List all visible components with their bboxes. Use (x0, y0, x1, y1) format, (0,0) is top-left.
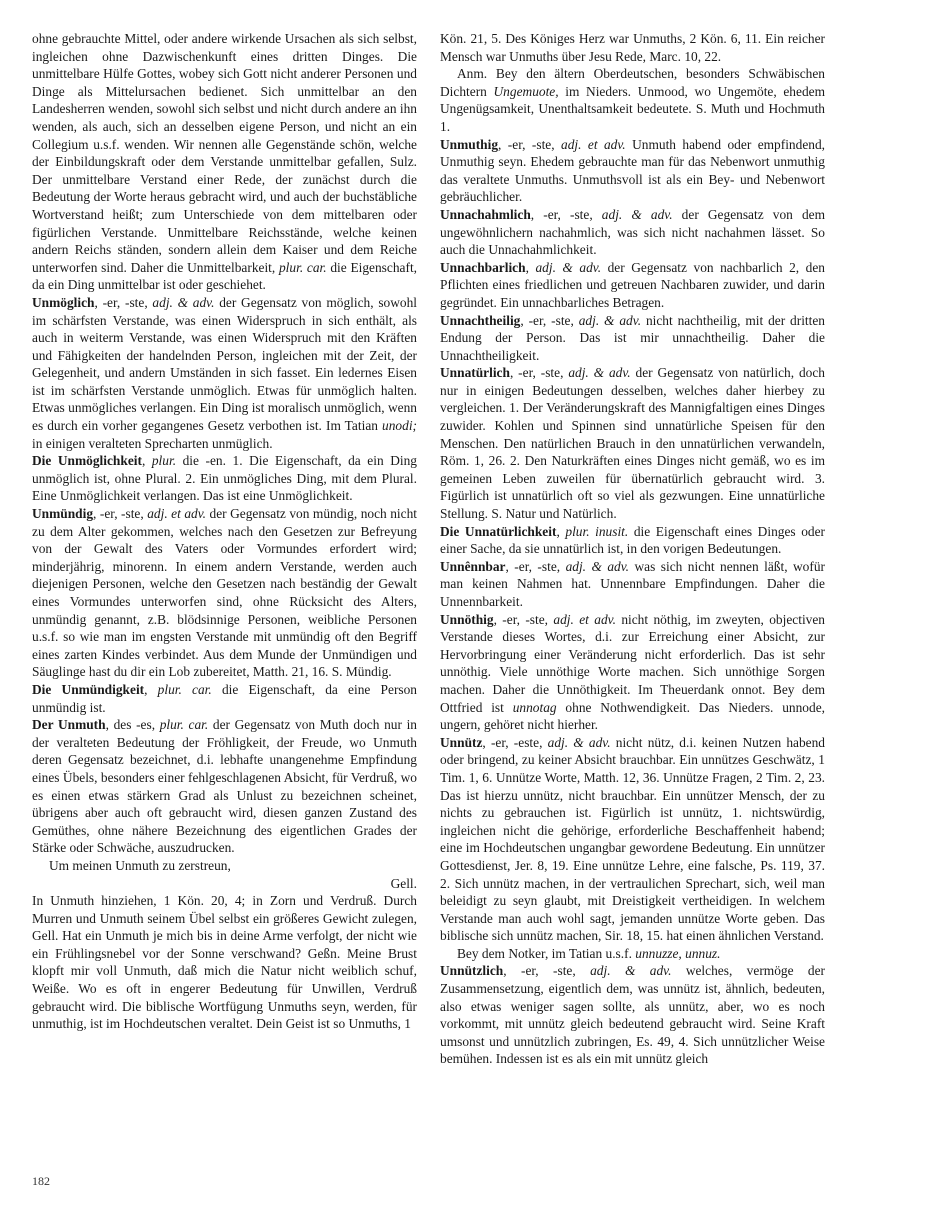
headword: Unnachtheilig (440, 312, 521, 328)
headword: Unnachbarlich (440, 259, 526, 275)
entry-text: In Unmuth hinziehen, 1 Kön. 20, 4; in Zorn und Verdruß. Durch Murren und Unmuth seinem Übel selbst ein größeres Gewicht zulegen, Gell. Hat ein Unmuth je mich bis in deine Arme verfolgt, der nicht wie ein Frühlingsnebel vor der Sonne verschwand? Geßn. Meine Brust klopft mir voll Unmuth, daß mich die Natur nicht weiblich schuf, Weiße. Wo es oft in engerer Bedeutung für Unwillen, Verdruß gebraucht wird. Die biblische Wortfügung Unmuths seyn, werden, für unmuthig, ist im Hochdeutschen veraltet. Dein Geist ist so Unmuths, 1 (32, 893, 417, 1032)
entry-text: , (141, 453, 152, 469)
entry-text: , -er, -ste, (530, 206, 602, 222)
page-number: 182 (32, 1174, 50, 1188)
grammar-label: plur. inusit. (565, 523, 629, 539)
grammar-label: adj. & adv. (568, 365, 631, 381)
entry-text: , -er, -ste, (498, 136, 562, 152)
entry-text: , -er, -ste, (520, 312, 579, 328)
left-paragraph (32, 892, 417, 1033)
grammar-label: plur. car. (278, 259, 327, 275)
headword: Unnützlich (440, 963, 504, 979)
headword: Der Unmuth (32, 717, 106, 733)
left-paragraph (32, 505, 417, 681)
entry-text: nicht nütz, d.i. keinen Nutzen habend oder bringend, zu keiner Absicht brauchbar. Ein unnützes Geschwätz, 1 Tim. 1, 6. Unnütze Worte, Matth. 12, 36. Unnütze Fragen, 2 Tim. 2, 23. Das ist hierzu unnütz, nicht brauchbar. Ein unnützer Mensch, der zu nichts zu gebrauchen ist. Figürlich ist unnütz, 1. nichtswürdig, ingleichen nicht die gehörige, erforderliche Beschaffenheit habend; eine im Hochdeutschen ungangbar gewordene Bedeutung. Ein unnützer Gottesdienst, Jer. 8, 19. Eine unnütze Lehre, eine falsche, Ps. 119, 37. 2. Sich unnütz machen, in der vertraulichen Sprechart, sich, weil man beleidigt zu seyn glaubt, mit Dreistigkeit vertheidigen. In welchem Verstande man auch wohl sagt, jemanden unnütze Worte geben. Das biblische sich unnütz machen, Sir. 18, 15. hat einen ähnlichen Verstand. (440, 734, 825, 944)
headword: Unmündig (32, 506, 94, 522)
left-paragraph (32, 875, 417, 893)
grammar-label: adj. & adv. (535, 259, 602, 275)
left-paragraph (32, 857, 417, 875)
right-column (440, 30, 825, 1068)
left-paragraph (32, 681, 417, 716)
entry-text: ohne gebrauchte Mittel, oder andere wirkende Ursachen als sich selbst, ingleichen ohne Dazwischenkunft eines dritten Dinges. Die unmittelbare Hülfe Gottes, wobey sich Gott nicht anderer Personen und Dinge als Mittelursachen bedienet. Sich unmittelbar an den Landesherren wenden, sowohl sich selbst und nicht durch andere an ihn wenden, als auch, sich an desselben eigene Person, und nicht an ein Collegium u.s.f. wenden. Wir nennen alle Gegenstände schön, welche der Einbildungskraft oder dem Verstande unmittelbar gefallen, Sulz. Der unmittelbare Verstand einer Rede, der zunächst durch die Bedeutung der Worte heraus gebracht wird, und auch der buchstäbliche Wortverstand heißt; zum Unterschiede von dem mittelbaren oder figürlichen Verstande. Unmittelbare Reichsstände, welche keinen andern Reichs ständen, sondern allein dem Kaiser und dem Reiche unterworfen sind. Daher die Unmittelbarkeit, (32, 31, 417, 275)
entry-text: die Eigenschaft eines Dinges oder einer Sache, da sie unnatürlich ist, in den vorigen Bedeutungen. (440, 523, 825, 557)
right-paragraph (440, 945, 825, 963)
headword: Unnütz (440, 734, 483, 750)
entry-text: im Nieders. Unmood, wo Ungemöte, ehedem Ungenügsamkeit, Unenthaltsamkeit bedeutete. S. Muth und Hochmuth 1. (440, 83, 825, 134)
entry-text: in einigen veralteten Sprecharten unmüglich. (32, 435, 273, 451)
entry-text: nicht nachtheilig, mit der dritten Endung der Person. Das ist mir unnachtheilig. Daher die Unnachtheiligkeit. (440, 312, 826, 363)
grammar-label: adj. et adv. (147, 506, 207, 522)
grammar-label: unnuzze, unnuz. (635, 945, 721, 961)
grammar-label: adj. & adv. (547, 734, 611, 750)
entry-text: der Gegensatz von Muth doch nur in der veralteten Bedeutung der Fröhligkeit, der Freude, wo Unmuth deren Gegensatz bezeichnet, d.i. lebhafte unangenehme Empfindung eines Übels, besonders einer fehlgeschlagenen Absicht, für Verdruß, wo es einen etwas stärkern Grad als Unlust zu bezeichnen scheinet, übrigens aber auch oft gebraucht wird, diesen ganzen Zustand des Gemüthes, ohne nähere Bezeichnung des eigentlichen Grades der Stärke oder Schwäche, auszudrucken. (32, 717, 417, 856)
entry-text: , -er, -ste, (509, 365, 569, 381)
right-paragraph (440, 259, 825, 312)
headword: Unmöglich (32, 294, 95, 310)
entry-text: Um meinen Unmuth zu zerstreun, (49, 857, 231, 873)
entry-text: der Gegensatz von mündig, noch nicht zu dem Alter gekommen, welches nach den Gesetzen zur Befreyung von der Gewalt des Vaters oder Vormundes erfordert wird; minderjährig, minorenn. In einem andern Verstande, werden auch diejenigen Personen, welche den Gesetzen nach beständig der Gewalt eines Vormundes unterworfen sind, ohne Rücksicht des Alters, unmündig genannt, z.B. blödsinnige Personen, weibliche Personen u.s.f. so wie man im engsten Verstande mit unmündig oft den Begriff eines zarten Kindes verbindet. Aus dem Munde der Unmündigen und Säuglinge hast du dir ein Lob zubereitet, Matth. 21, 16. S. Mündig. (32, 506, 417, 680)
entry-text: , (144, 681, 158, 697)
entry-text: , -er, -ste, (505, 558, 566, 574)
right-paragraph (440, 65, 825, 135)
headword: Unnatürlich (440, 365, 510, 381)
left-paragraph (32, 30, 417, 294)
grammar-label: adj. & adv. (565, 558, 630, 574)
entry-text: , -er, -ste, (493, 611, 554, 627)
entry-text: , -er, -ste, (503, 963, 591, 979)
right-paragraph (440, 611, 825, 734)
headword: Unnênnbar (440, 558, 506, 574)
left-paragraph (32, 294, 417, 452)
entry-text: , -er, -este, (482, 734, 548, 750)
entry-text: Anm. Bey den ältern Oberdeutschen, besonders Schwäbischen Dichtern (440, 66, 825, 99)
grammar-label: adj. & adv. (601, 206, 673, 222)
entry-text: , -er, -ste, (94, 294, 153, 310)
headword: Die Unmündigkeit (32, 681, 145, 697)
headword: Unnöthig (440, 611, 494, 627)
right-paragraph (440, 734, 825, 945)
entry-text: , -er, -ste, (93, 506, 148, 522)
entry-text: ohne Nothwendigkeit. Das Nieders. unnode, ungern, gehöret nicht hierher. (440, 699, 825, 733)
right-paragraph (440, 523, 825, 558)
grammar-label: adj. et adv. (553, 611, 616, 627)
grammar-label: adj. & adv. (152, 294, 215, 310)
left-column (32, 30, 417, 1033)
entry-text: der Gegensatz von natürlich, doch nur in einigen Bedeutungen desselben, welches daher hierbey zu vergleichen. 1. Der Veränderungskraft des Mannigfaltigen eines Dinges zuwider. Kohlen und Spinnen sind unnatürliche Speisen für den Menschen. Den natürlichen Brauch in den unnatürlichen verwandeln, Röm. 1, 26. 2. Den Naturkräften eines Dinges nicht gemäß, wo es im gemeinen Leben zuweilen für übernatürlich gebraucht wird. 3. Figürlich ist unnatürlich oft so viel als gezwungen. Eine unnatürliche Stellung. S. Natur und Natürlich. (440, 365, 825, 522)
entry-text: Gell. (390, 875, 417, 891)
entry-text: , des -es, (105, 717, 160, 733)
left-paragraph (32, 716, 417, 857)
right-paragraph (440, 30, 825, 65)
right-paragraph (440, 206, 825, 259)
grammar-label: Ungemuote, (493, 83, 559, 99)
grammar-label: adj. & adv. (590, 963, 672, 979)
grammar-label: unodi; (382, 418, 417, 434)
grammar-label: unnotag (512, 699, 557, 715)
entry-text: die Eigenschaft, da ein Ding unmittelbar ist oder geschiehet. (32, 259, 418, 293)
grammar-label: adj. & adv. (578, 312, 642, 328)
entry-text: der Gegensatz von nachbarlich 2, den Pflichten eines friedlichen und getreuen Nachbaren zuwider, und darin gegründet. Ein unnachbarliches Betragen. (440, 259, 825, 310)
grammar-label: plur. car. (159, 717, 209, 733)
right-paragraph (440, 558, 825, 611)
headword: Unmuthig (440, 136, 499, 152)
headword: Die Unmöglichkeit (32, 453, 142, 469)
grammar-label: plur. (151, 453, 177, 469)
right-paragraph (440, 136, 825, 206)
left-paragraph (32, 452, 417, 505)
right-paragraph (440, 364, 825, 522)
entry-text: Bey dem Notker, im Tatian u.s.f. (457, 945, 636, 961)
entry-text: , (556, 523, 566, 539)
entry-text: die Eigenschaft, da eine Person unmündig ist. (32, 681, 417, 715)
entry-text: was sich nicht nennen läßt, wofür man keinen Nahmen hat. Unnennbare Empfindungen. Daher die Unnennbarkeit. (440, 558, 825, 609)
entry-text: der Gegensatz von dem ungewöhnlichern nachahmlich, was sich nicht nachahmen lässet. So auch die Unnachahmlichkeit. (440, 206, 825, 258)
grammar-label: adj. et adv. (561, 136, 626, 152)
headword: Unnachahmlich (440, 206, 531, 222)
right-paragraph (440, 312, 825, 365)
headword: Die Unnatürlichkeit (440, 523, 557, 539)
entry-text: Unmuth habend oder empfindend, Unmuthig seyn. Ehedem gebrauchte man für das Nebenwort unmuthig das veraltete Unmuths. Unmuthsvoll ist als ein Bey- und Nebenwort gebräuchlicher. (440, 136, 826, 205)
entry-text: die -en. 1. Die Eigenschaft, da ein Ding unmöglich ist, ohne Plural. 2. Ein unmögliches Ding, mit dem Plural. Eine Unmöglichkeit verlangen. Das ist eine Unmöglichkeit. (32, 453, 417, 504)
grammar-label: plur. car. (157, 681, 212, 697)
entry-text: der Gegensatz von möglich, sowohl im schärfsten Verstande, was einen Widerspruch in sich enthält, als auch in weiterm Verstande, was einen Widerspruch mit den Kräften und Fähigkeiten der handelnden Person, ingleichen mit der Zeit, der Gelegenheit, und andern Umständen in sich fasset. Ein ledernes Eisen ist im schärfsten Verstande unmöglich. Etwas für unmöglich halten. Etwas unmögliches verlangen. Ein Ding ist moralisch unmöglich, wenn es durch ein vorher gegangenes Gesetz verbothen ist. Im Tatian (32, 294, 418, 434)
entry-text: welches, vermöge der Zusammensetzung, eigentlich dem, was unnütz ist, ähnlich, bedeuten, also etwas weniger sagen sollte, als unnütz, aber, wo es noch vorkommt, mit unnütz gleich bedeutend gebraucht wird. Seine Kraft umsonst und unnützlich zubringen, Es. 49, 4. Sich unnützlicher Weise bemühen. Indessen ist es als ein mit unnütz gleich (440, 963, 826, 1067)
right-paragraph (440, 962, 825, 1068)
entry-text: nicht nöthig, im zweyten, objectiven Verstande dieses Wortes, d.i. zur Erreichung einer Absicht, zur Hervorbringung einer Veränderung nicht erforderlich. Das ist sehr unnöthig. Viele unnöthige Worte machen. Sich unnöthige Sorgen machen. Daher die Unnöthigkeit. Im Theuerdank onnot. Bey dem Ottfried ist (440, 611, 825, 715)
entry-text: , (525, 259, 536, 275)
entry-text: Kön. 21, 5. Des Königes Herz war Unmuths, 2 Kön. 6, 11. Ein reicher Mensch war Unmuths über Jesu Rede, Marc. 10, 22. (440, 31, 825, 64)
